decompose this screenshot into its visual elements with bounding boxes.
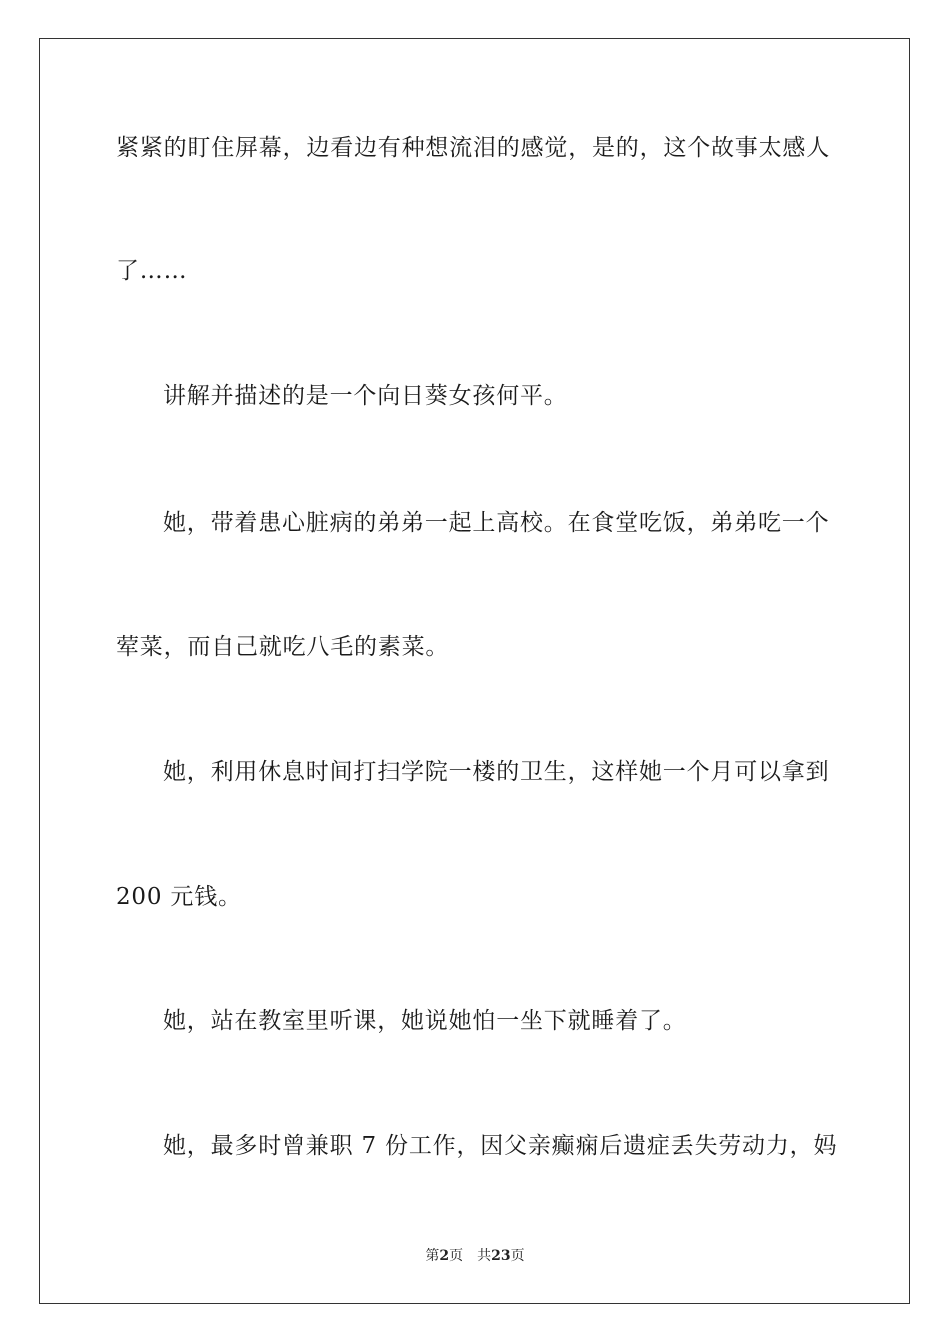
text-line-6: 她，利用休息时间打扫学院一楼的卫生，这样她一个月可以拿到 (163, 759, 830, 785)
total-prefix: 共 (477, 1248, 492, 1264)
page-suffix: 页 (449, 1248, 464, 1264)
text-line-7: 200 元钱。 (116, 884, 242, 910)
text-line-2: 了…… (116, 258, 188, 284)
page-number: 2 (439, 1248, 450, 1264)
page-footer (0, 1247, 950, 1265)
page-border (39, 38, 910, 1304)
text-line-9: 她，最多时曾兼职 7 份工作，因父亲癫痫后遗症丢失劳动力，妈 (163, 1133, 838, 1159)
text-line-5: 荤菜，而自己就吃八毛的素菜。 (116, 634, 450, 660)
page-prefix: 第 (425, 1248, 440, 1264)
total-suffix: 页 (510, 1248, 525, 1264)
text-line-1: 紧紧的盯住屏幕，边看边有种想流泪的感觉，是的，这个故事太感人 (116, 135, 830, 161)
text-line-3: 讲解并描述的是一个向日葵女孩何平。 (163, 383, 568, 409)
total-pages: 23 (491, 1248, 511, 1264)
text-line-8: 她，站在教室里听课，她说她怕一坐下就睡着了。 (163, 1008, 687, 1034)
text-line-4: 她，带着患心脏病的弟弟一起上高校。在食堂吃饭，弟弟吃一个 (163, 510, 830, 536)
